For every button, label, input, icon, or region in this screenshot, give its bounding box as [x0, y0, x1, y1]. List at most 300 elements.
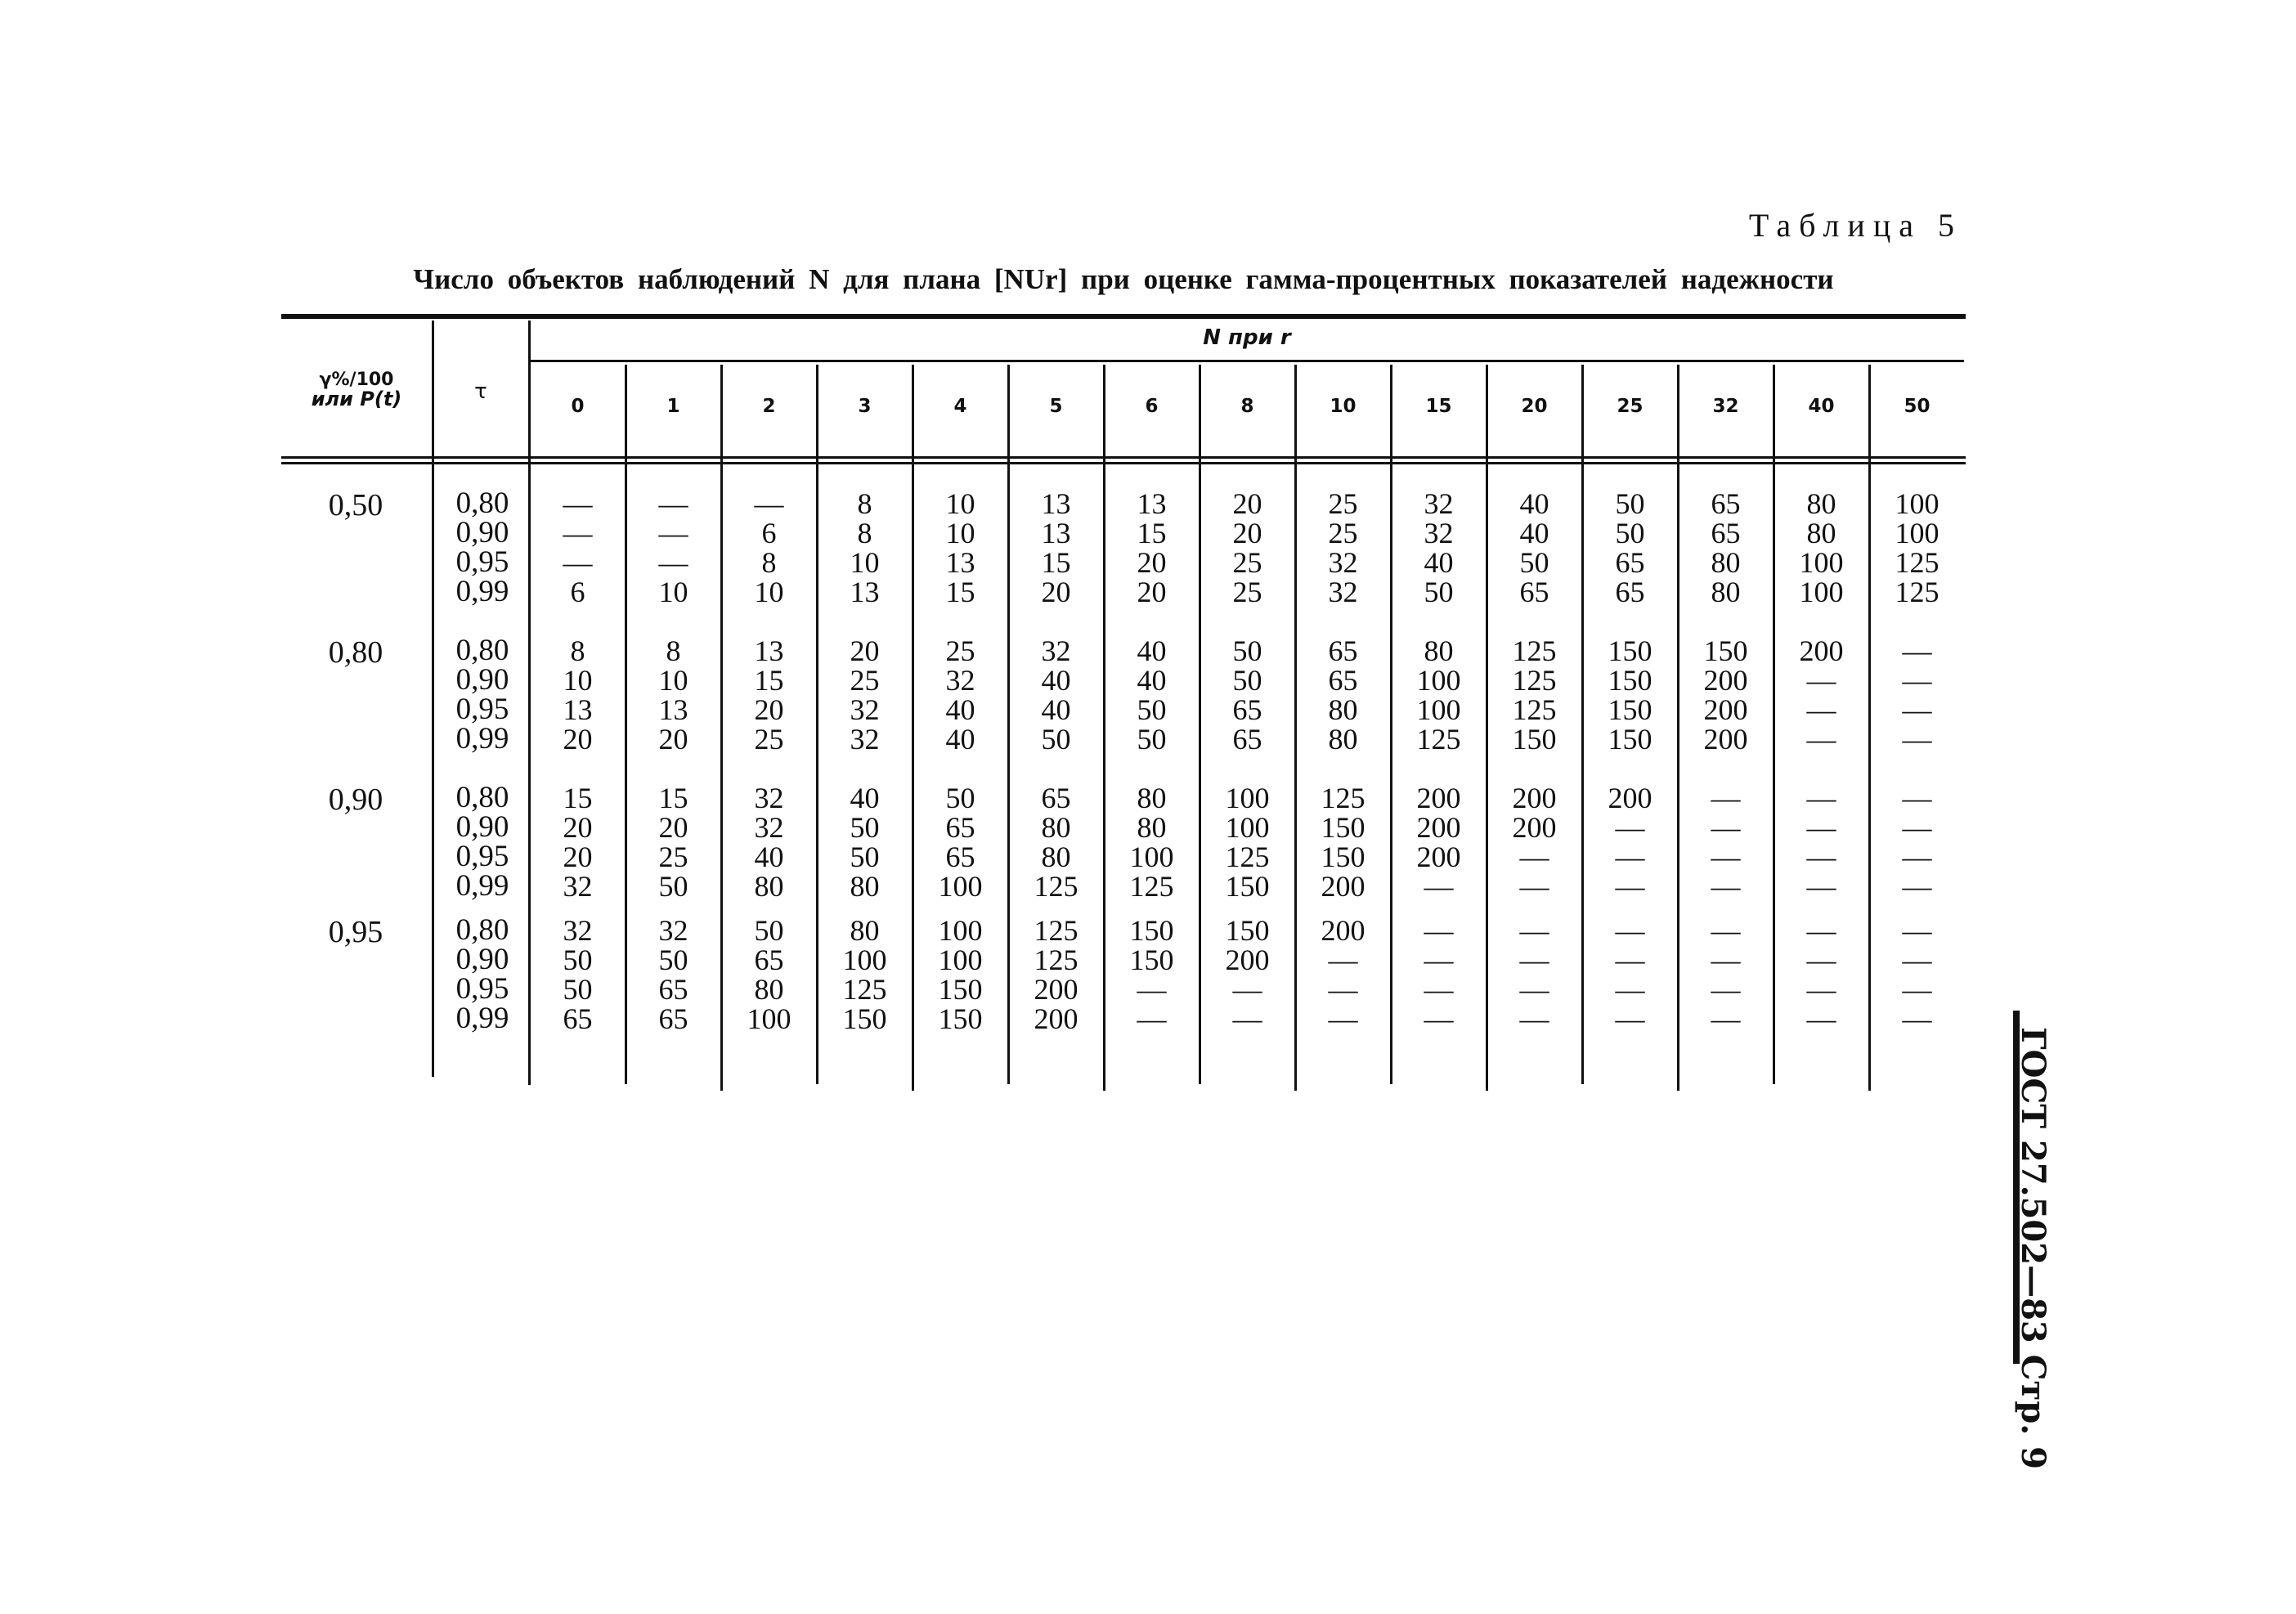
n-value: —: [1424, 1002, 1454, 1035]
n-value: 20: [1137, 546, 1167, 579]
n-value: 100: [747, 1002, 791, 1035]
n-value: —: [658, 517, 688, 549]
n-value: —: [1711, 973, 1741, 1006]
n-value: 80: [850, 914, 880, 947]
n-value: 100: [938, 914, 983, 947]
n-value: —: [1902, 973, 1932, 1006]
n-value: 32: [563, 914, 593, 947]
n-value: 8: [857, 487, 872, 520]
value-cell: [1200, 916, 1295, 1033]
n-value: 65: [1615, 546, 1645, 579]
n-value: 40: [945, 693, 975, 726]
n-value: 25: [658, 841, 688, 873]
n-value: 65: [1328, 634, 1358, 667]
n-value: 65: [1232, 723, 1262, 755]
value-cell: [1391, 636, 1487, 754]
n-value: 15: [945, 576, 975, 608]
t-values-cell: [433, 486, 531, 608]
n-value: 65: [563, 1002, 593, 1035]
n-value: 50: [1519, 546, 1549, 579]
n-value: 125: [1512, 664, 1557, 697]
n-value: —: [563, 517, 593, 549]
n-value: —: [1519, 870, 1549, 903]
n-value: 10: [754, 576, 784, 608]
value-cell: [1008, 636, 1104, 754]
n-value: —: [1806, 723, 1836, 755]
n-value: —: [1519, 944, 1549, 976]
n-value: —: [1615, 973, 1645, 1006]
n-value: 50: [658, 944, 688, 976]
n-value: 200: [1225, 944, 1270, 976]
n-value: —: [1806, 841, 1836, 873]
table-top-rule: [281, 314, 1966, 319]
value-cell: [1295, 783, 1391, 901]
n-value: —: [1711, 811, 1741, 844]
n-value: 40: [754, 841, 784, 873]
table-title: Число объектов наблюдений N для плана [NUr] при оценке гамма-процентных показателей надежности: [413, 263, 1834, 295]
gamma-header-line1: γ%/100: [319, 370, 394, 390]
value-cell: [1869, 916, 1965, 1033]
n-value: 200: [1416, 811, 1461, 844]
n-value: —: [1711, 944, 1741, 976]
n-value: —: [1615, 944, 1645, 976]
value-cell: [1200, 489, 1295, 607]
r-column-header: 15: [1425, 396, 1452, 417]
value-cell: [817, 916, 913, 1033]
n-value: —: [1137, 1002, 1167, 1035]
n-value: 13: [1137, 487, 1167, 520]
t-values-cell: [433, 783, 531, 901]
n-value: —: [1902, 841, 1932, 873]
t-value: 0,90: [455, 943, 509, 976]
gamma-value: 0,95: [328, 915, 383, 949]
n-value: 13: [1041, 517, 1071, 549]
n-value: 100: [1225, 782, 1270, 814]
n-value: 65: [754, 944, 784, 976]
n-value: 32: [754, 811, 784, 844]
n-value: 150: [1129, 944, 1174, 976]
n-value: 32: [1328, 576, 1358, 608]
n-value: —: [1902, 664, 1932, 697]
n-value: 50: [1615, 517, 1645, 549]
n-value: —: [1328, 944, 1358, 976]
t-value: 0,90: [455, 516, 509, 549]
n-value: —: [1902, 634, 1932, 667]
r-column-header: 20: [1521, 396, 1548, 417]
n-value: 50: [563, 944, 593, 976]
n-value: 100: [1416, 693, 1461, 726]
value-cell: [1104, 783, 1200, 901]
n-value: 50: [754, 914, 784, 947]
n-value: —: [1902, 723, 1932, 755]
value-cell: [1487, 636, 1582, 754]
n-value: 50: [850, 811, 880, 844]
n-value: 80: [1041, 811, 1071, 844]
t-value: 0,95: [455, 545, 509, 579]
t-values-cell: [433, 913, 531, 1035]
n-value: 50: [945, 782, 975, 814]
n-value: 65: [1711, 517, 1741, 549]
value-cell: [817, 636, 913, 754]
n-value: 65: [1615, 576, 1645, 608]
n-value: —: [1615, 811, 1645, 844]
value-cell: [1487, 916, 1582, 1033]
value-cell: [1008, 783, 1104, 901]
n-value: 10: [945, 517, 975, 549]
n-value: 80: [1041, 841, 1071, 873]
n-value: 150: [1321, 841, 1365, 873]
n-value: 125: [842, 973, 887, 1006]
n-value: 100: [938, 870, 983, 903]
n-value: 13: [1041, 487, 1071, 520]
n-value: —: [1806, 811, 1836, 844]
r-column-header: 40: [1808, 396, 1835, 417]
n-value: —: [1806, 870, 1836, 903]
value-cell: [1295, 636, 1391, 754]
value-cell: [1295, 916, 1391, 1033]
value-cell: [1678, 489, 1774, 607]
n-value: 25: [945, 634, 975, 667]
n-value: 32: [850, 723, 880, 755]
n-value: —: [1902, 811, 1932, 844]
n-value: —: [1328, 973, 1358, 1006]
value-cell: [1391, 916, 1487, 1033]
n-value: 80: [754, 870, 784, 903]
value-cell: [1678, 636, 1774, 754]
value-cell: [1678, 783, 1774, 901]
t-value: 0,95: [455, 840, 509, 873]
n-value: 200: [1416, 841, 1461, 873]
t-value: 0,95: [455, 693, 509, 726]
t-value: 0,99: [455, 575, 509, 608]
n-value: —: [1232, 973, 1262, 1006]
n-value: 125: [1225, 841, 1270, 873]
n-value: 20: [1137, 576, 1167, 608]
n-value: 10: [850, 546, 880, 579]
n-value: 65: [945, 811, 975, 844]
n-value: 40: [1137, 664, 1167, 697]
n-value: 25: [850, 664, 880, 697]
value-cell: [1104, 489, 1200, 607]
n-value: 50: [1232, 634, 1262, 667]
n-value: —: [1519, 914, 1549, 947]
n-value: —: [1424, 914, 1454, 947]
r-column-header: 50: [1904, 396, 1931, 417]
n-value: 100: [938, 944, 983, 976]
gamma-header-line2: или P(t): [311, 388, 402, 410]
n-value: 200: [1321, 914, 1365, 947]
value-cell: [1104, 916, 1200, 1033]
n-value: 20: [658, 811, 688, 844]
n-value: 32: [945, 664, 975, 697]
n-value: 65: [658, 973, 688, 1006]
n-value: 40: [1041, 664, 1071, 697]
n-value: —: [754, 487, 784, 520]
n-value: —: [1711, 870, 1741, 903]
n-value: 100: [1895, 517, 1939, 549]
value-cell: [1582, 489, 1678, 607]
n-value: 150: [1512, 723, 1557, 755]
t-value: 0,80: [455, 913, 509, 947]
n-value: —: [1902, 914, 1932, 947]
n-value: 200: [1512, 782, 1557, 814]
n-value: 20: [754, 693, 784, 726]
value-cell: [1200, 783, 1295, 901]
n-value: 150: [938, 1002, 983, 1035]
n-value: 125: [1895, 546, 1939, 579]
value-cell: [721, 636, 817, 754]
t-values-cell: [433, 636, 531, 754]
value-cell: [1774, 489, 1869, 607]
t-value: 0,80: [455, 634, 509, 667]
n-value: 15: [658, 782, 688, 814]
n-value: 20: [1232, 517, 1262, 549]
n-value: —: [1806, 973, 1836, 1006]
n-value: 125: [1512, 634, 1557, 667]
n-value: 13: [945, 546, 975, 579]
value-cell: [530, 636, 626, 754]
value-cell: [626, 783, 721, 901]
n-value: —: [1902, 782, 1932, 814]
n-value: 40: [1041, 693, 1071, 726]
value-cell: [913, 489, 1008, 607]
t-value: 0,99: [455, 869, 509, 903]
n-value: 20: [563, 723, 593, 755]
value-cell: [1774, 636, 1869, 754]
n-value: —: [563, 546, 593, 579]
n-value: 50: [1232, 664, 1262, 697]
n-value: 150: [1608, 664, 1652, 697]
n-value: 50: [563, 973, 593, 1006]
n-value: 65: [658, 1002, 688, 1035]
n-value: —: [1424, 973, 1454, 1006]
n-value: 32: [1041, 634, 1071, 667]
n-value: 15: [1137, 517, 1167, 549]
n-value: 150: [1225, 914, 1270, 947]
value-cell: [913, 636, 1008, 754]
n-value: 6: [570, 576, 585, 608]
value-cell: [1582, 916, 1678, 1033]
n-value: 25: [1232, 546, 1262, 579]
n-value: —: [1902, 944, 1932, 976]
n-value: 20: [1041, 576, 1071, 608]
n-value: 200: [1608, 782, 1652, 814]
n-value: —: [1806, 944, 1836, 976]
n-value: 50: [1041, 723, 1071, 755]
n-value: 6: [761, 517, 777, 549]
t-value: 0,99: [455, 722, 509, 755]
n-value: —: [1424, 944, 1454, 976]
value-cell: [1391, 489, 1487, 607]
n-value: 65: [1328, 664, 1358, 697]
n-value: —: [1806, 693, 1836, 726]
n-value: 150: [1608, 634, 1652, 667]
n-value: 80: [1806, 487, 1836, 520]
n-value: 20: [563, 841, 593, 873]
value-cell: [1487, 783, 1582, 901]
n-value: 100: [1225, 811, 1270, 844]
n-value: —: [1615, 841, 1645, 873]
n-value: 150: [1608, 723, 1652, 755]
n-value: 150: [1129, 914, 1174, 947]
n-value: —: [1711, 914, 1741, 947]
value-cell: [530, 489, 626, 607]
n-value: 80: [1424, 634, 1454, 667]
n-value: 125: [1034, 944, 1078, 976]
n-value: —: [1615, 1002, 1645, 1035]
value-cell: [626, 916, 721, 1033]
n-value: 80: [1711, 576, 1741, 608]
n-value: —: [1519, 841, 1549, 873]
n-value: 40: [1137, 634, 1167, 667]
n-value: —: [658, 546, 688, 579]
r-column-header: 6: [1145, 396, 1159, 417]
n-value: 10: [658, 664, 688, 697]
n-value: 65: [1232, 693, 1262, 726]
value-cell: [817, 783, 913, 901]
n-value: 200: [1703, 693, 1748, 726]
n-value: 8: [666, 634, 681, 667]
n-value: 200: [1321, 870, 1365, 903]
n-value: —: [1232, 1002, 1262, 1035]
n-value: 20: [658, 723, 688, 755]
n-value: 125: [1895, 576, 1939, 608]
n-value: 32: [850, 693, 880, 726]
value-cell: [1582, 783, 1678, 901]
n-value: —: [1328, 1002, 1358, 1035]
n-value: 50: [850, 841, 880, 873]
n-value: 125: [1034, 870, 1078, 903]
n-value: 65: [1041, 782, 1071, 814]
r-column-header: 2: [762, 396, 776, 417]
n-value: —: [1711, 782, 1741, 814]
n-value: 10: [658, 576, 688, 608]
n-value: 80: [850, 870, 880, 903]
r-column-header: 5: [1049, 396, 1063, 417]
n-value: 80: [1806, 517, 1836, 549]
value-cell: [1869, 783, 1965, 901]
value-cell: [1869, 489, 1965, 607]
t-value: 0,90: [455, 810, 509, 844]
n-value: 13: [850, 576, 880, 608]
n-value: 13: [658, 693, 688, 726]
n-value: 40: [850, 782, 880, 814]
n-value: 32: [563, 870, 593, 903]
n-value: 32: [1424, 517, 1454, 549]
value-cell: [626, 636, 721, 754]
n-value: 20: [563, 811, 593, 844]
n-value: 8: [761, 546, 777, 579]
n-value: —: [1711, 841, 1741, 873]
n-value: —: [1711, 1002, 1741, 1035]
n-value: 13: [754, 634, 784, 667]
n-value: 15: [563, 782, 593, 814]
n-value: —: [1806, 1002, 1836, 1035]
gamma-value: 0,80: [328, 635, 383, 670]
t-value: 0,80: [455, 486, 509, 520]
header-bottom-rule-2: [281, 462, 1966, 464]
n-value: 10: [945, 487, 975, 520]
n-value: 150: [1225, 870, 1270, 903]
n-value: 100: [1416, 664, 1461, 697]
n-value: 40: [1519, 487, 1549, 520]
n-value: —: [1806, 782, 1836, 814]
r-column-header: 4: [953, 396, 967, 417]
n-value: —: [658, 487, 688, 520]
value-cell: [1774, 916, 1869, 1033]
r-column-header: 10: [1330, 396, 1357, 417]
n-value: 50: [1137, 693, 1167, 726]
n-value: 80: [1711, 546, 1741, 579]
t-header: τ: [474, 379, 487, 404]
n-value: 150: [1703, 634, 1748, 667]
n-value: 40: [1519, 517, 1549, 549]
n-value: 32: [754, 782, 784, 814]
r-column-header: 0: [571, 396, 585, 417]
value-cell: [913, 916, 1008, 1033]
n-value: 13: [563, 693, 593, 726]
n-value: —: [1615, 914, 1645, 947]
value-cell: [1678, 916, 1774, 1033]
n-value: 150: [1608, 693, 1652, 726]
n-value: 150: [938, 973, 983, 1006]
n-value: —: [563, 487, 593, 520]
n-value: —: [1902, 1002, 1932, 1035]
gamma-value: 0,50: [328, 488, 383, 522]
n-value: 10: [563, 664, 593, 697]
n-value: 150: [1321, 811, 1365, 844]
n-value: —: [1902, 870, 1932, 903]
n-value: 25: [1232, 576, 1262, 608]
n-value: 200: [1512, 811, 1557, 844]
n-value: 50: [1615, 487, 1645, 520]
t-value: 0,80: [455, 781, 509, 814]
value-cell: [1104, 636, 1200, 754]
n-value: 100: [1799, 546, 1844, 579]
n-value: 100: [1895, 487, 1939, 520]
value-cell: [1582, 636, 1678, 754]
n-value: 32: [1424, 487, 1454, 520]
n-value: 50: [1424, 576, 1454, 608]
n-value: 65: [1519, 576, 1549, 608]
value-cell: [1869, 636, 1965, 754]
value-cell: [626, 489, 721, 607]
n-value: 25: [1328, 487, 1358, 520]
n-value: 125: [1512, 693, 1557, 726]
n-value: 25: [1328, 517, 1358, 549]
n-value: —: [1519, 973, 1549, 1006]
value-cell: [721, 916, 817, 1033]
value-cell: [1008, 916, 1104, 1033]
n-value: 40: [945, 723, 975, 755]
n-value: 100: [1129, 841, 1174, 873]
n-value: 15: [1041, 546, 1071, 579]
n-value: 80: [1137, 811, 1167, 844]
n-value: 32: [658, 914, 688, 947]
r-column-header: 25: [1617, 396, 1644, 417]
n-value: 125: [1129, 870, 1174, 903]
value-cell: [530, 916, 626, 1033]
n-value: 125: [1416, 723, 1461, 755]
value-cell: [817, 489, 913, 607]
value-cell: [1487, 489, 1582, 607]
n-value: 150: [842, 1002, 887, 1035]
n-value: —: [1902, 693, 1932, 726]
value-cell: [1008, 489, 1104, 607]
group-header: N при r: [1203, 325, 1291, 350]
n-value: 65: [945, 841, 975, 873]
group-header-rule: [530, 360, 1964, 362]
